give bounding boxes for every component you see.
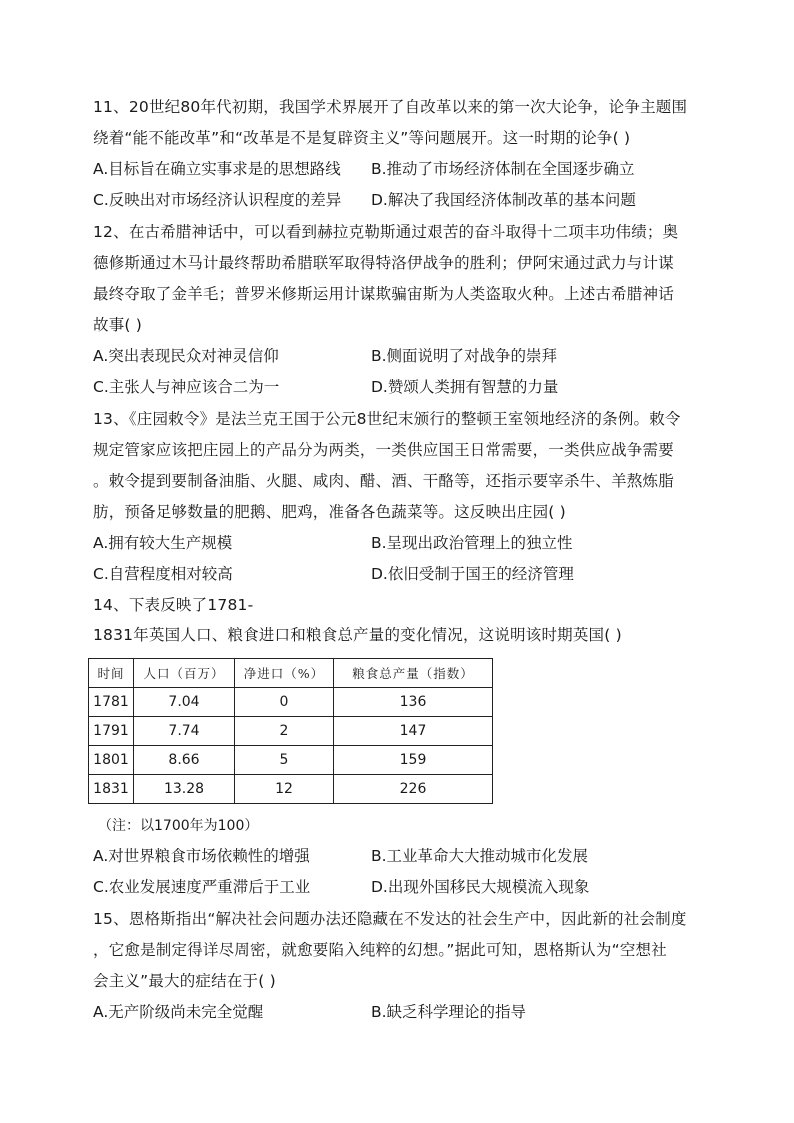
question-14 <box>93 590 703 650</box>
option-c[interactable]: C.自营程度相对较高 <box>93 565 233 583</box>
data-table <box>88 658 493 804</box>
question-text-line: 绕着“能不能改革”和“改革是不是复辟资主义”等问题展开。这一时期的论争( ) <box>93 129 631 147</box>
table-header-cell: 粮食总产量（指数） <box>334 659 493 688</box>
question-text-line: 1831年英国人口、粮食进口和粮食总产量的变化情况，这说明该时期英国( ) <box>93 626 622 644</box>
option-row <box>93 872 703 903</box>
question-text-line: 最终夺取了金羊毛；普罗米修斯运用计谋欺骗宙斯为人类盗取火种。上述古希腊神话 <box>93 285 674 303</box>
option-d[interactable]: D.出现外国移民大规模流入现象 <box>371 878 590 896</box>
option-row <box>93 997 703 1028</box>
option-d[interactable]: D.依旧受制于国王的经济管理 <box>371 565 574 583</box>
table-cell: 136 <box>334 688 493 717</box>
option-row <box>93 341 703 372</box>
table-cell: 12 <box>235 775 334 804</box>
option-a[interactable]: A.对世界粮食市场依赖性的增强 <box>93 847 310 865</box>
question-text-line: 13、《庄园敕令》是法兰克王国于公元8世纪末颁行的整顿王室领地经济的条例。敕令 <box>93 410 681 428</box>
option-c[interactable]: C.反映出对市场经济认识程度的差异 <box>93 191 342 209</box>
option-d[interactable]: D.解决了我国经济体制改革的基本问题 <box>371 191 636 209</box>
table-cell: 226 <box>334 775 493 804</box>
table-row <box>89 688 493 717</box>
question-text-line: 德修斯通过木马计最终帮助希腊联军取得特洛伊战争的胜利；伊阿宋通过武力与计谋 <box>93 254 674 272</box>
option-d[interactable]: D.赞颂人类拥有智慧的力量 <box>371 378 559 396</box>
option-row <box>93 154 703 185</box>
question-text-line: ，它愈是制定得详尽周密，就愈要陷入纯粹的幻想。”据此可知，恩格斯认为“空想社 <box>93 941 667 959</box>
question-text-line: 。敕令提到要制备油脂、火腿、咸肉、醋、酒、干酪等，还指示要宰杀牛、羊熬炼脂 <box>93 472 674 490</box>
option-a[interactable]: A.无产阶级尚未完全觉醒 <box>93 1003 264 1021</box>
question-text-line: 14、下表反映了1781- <box>93 596 254 614</box>
table-cell: 1801 <box>89 746 134 775</box>
table-row <box>89 717 493 746</box>
question-11 <box>93 92 703 216</box>
option-row <box>93 185 703 216</box>
option-row <box>93 841 703 872</box>
option-b[interactable]: B.缺乏科学理论的指导 <box>371 1003 527 1021</box>
question-14-options <box>93 841 703 903</box>
table-row <box>89 775 493 804</box>
table-cell: 2 <box>235 717 334 746</box>
table-cell: 1791 <box>89 717 134 746</box>
table-cell: 0 <box>235 688 334 717</box>
question-text-line: 15、恩格斯指出“解决社会问题办法还隐藏在不发达的社会生产中，因此新的社会制度 <box>93 910 687 928</box>
table-cell: 8.66 <box>134 746 235 775</box>
table-header-cell: 人口（百万） <box>134 659 235 688</box>
table-row <box>89 746 493 775</box>
option-b[interactable]: B.侧面说明了对战争的崇拜 <box>371 347 558 365</box>
table-cell: 7.04 <box>134 688 235 717</box>
question-text-line: 12、在古希腊神话中，可以看到赫拉克勒斯通过艰苦的奋斗取得十二项丰功伟绩；奥 <box>93 223 679 241</box>
option-row <box>93 372 703 403</box>
option-row <box>93 559 703 590</box>
table-note: （注：以1700年为100） <box>98 818 259 834</box>
question-text-line: 会主义”最大的症结在于( ) <box>93 972 276 990</box>
option-c[interactable]: C.主张人与神应该合二为一 <box>93 378 280 396</box>
option-b[interactable]: B.呈现出政治管理上的独立性 <box>371 534 573 552</box>
question-text-line: 11、20世纪80年代初期，我国学术界展开了自改革以来的第一次大论争，论争主题围 <box>93 98 688 116</box>
option-c[interactable]: C.农业发展速度严重滞后于工业 <box>93 878 311 896</box>
question-text-line: 规定管家应该把庄园上的产品分为两类，一类供应国王日常需要，一类供应战争需要 <box>93 441 674 459</box>
table-cell: 7.74 <box>134 717 235 746</box>
option-a[interactable]: A.目标旨在确立实事求是的思想路线 <box>93 160 341 178</box>
table-cell: 13.28 <box>134 775 235 804</box>
table-header-row <box>89 659 493 688</box>
table-cell: 147 <box>334 717 493 746</box>
question-15 <box>93 904 703 1028</box>
question-text-line: 故事( ) <box>93 316 143 334</box>
option-row <box>93 528 703 559</box>
table-header-cell: 净进口（%） <box>235 659 334 688</box>
table-cell: 1781 <box>89 688 134 717</box>
table-header-cell: 时间 <box>89 659 134 688</box>
question-text-line: 肪，预备足够数量的肥鹅、肥鸡，准备各色蔬菜等。这反映出庄园( ) <box>93 503 566 521</box>
table-cell: 1831 <box>89 775 134 804</box>
option-a[interactable]: A.拥有较大生产规模 <box>93 534 233 552</box>
option-b[interactable]: B.工业革命大大推动城市化发展 <box>371 847 589 865</box>
question-13 <box>93 404 703 590</box>
table-cell: 159 <box>334 746 493 775</box>
option-a[interactable]: A.突出表现民众对神灵信仰 <box>93 347 279 365</box>
option-b[interactable]: B.推动了市场经济体制在全国逐步确立 <box>371 160 635 178</box>
table-cell: 5 <box>235 746 334 775</box>
question-12 <box>93 217 703 403</box>
